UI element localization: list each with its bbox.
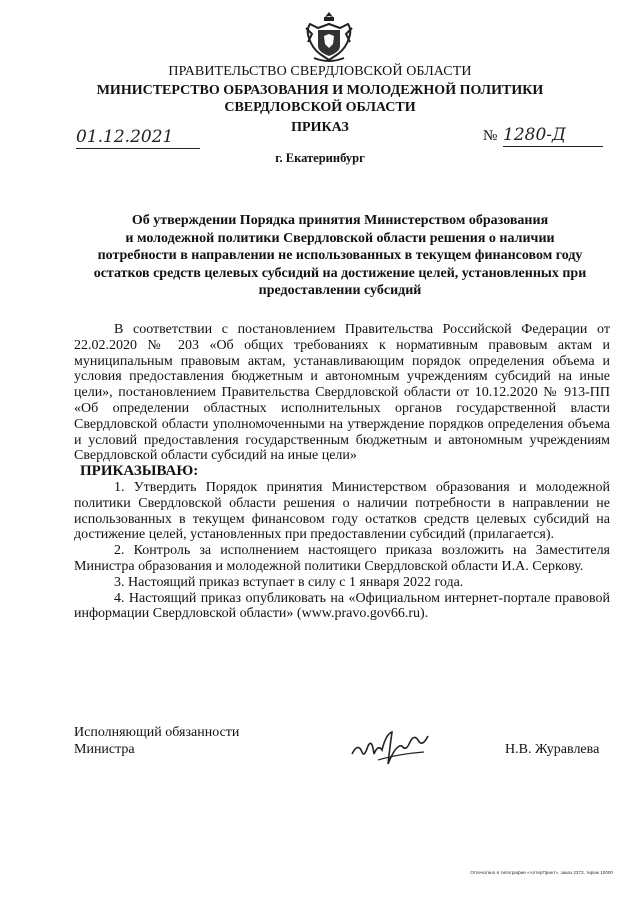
ministry-line-1: МИНИСТЕРСТВО ОБРАЗОВАНИЯ И МОЛОДЕЖНОЙ ПОЛИТИКИ (96, 83, 544, 98)
title-line: Об утверждении Порядка принятия Министерством образования (131, 213, 549, 228)
city: г. Екатеринбург (275, 151, 365, 165)
title-line: остатков средств целевых субсидий на достижение целей, установленных при (93, 265, 587, 281)
signatory-role (74, 724, 239, 758)
document-title (70, 212, 610, 300)
ministry-line-2: СВЕРДЛОВСКОЙ ОБЛАСТИ (224, 100, 416, 115)
title-line: и молодежной политики Свердловской области решения о наличии (125, 230, 555, 246)
title-line: предоставлении субсидий (258, 283, 422, 299)
order-item-2: 2. Контроль за исполнением настоящего приказа возложить на Заместителя Министра образования и молодежной политики Свердловской области И.А. Серкову. (74, 543, 610, 574)
order-item-1: 1. Утвердить Порядок принятия Министерством образования и молодежной политики Свердловской области решения о наличии потребности в направлении не использованных в текущем финансовом году остатков средств целевых субсидий на достижение целей, установленных при предоставлении субсидий (прилагается). (74, 479, 610, 543)
order-number: 1280-Д (503, 124, 603, 147)
role-line-1: Исполняющий обязанности (74, 725, 240, 740)
order-item-4: 4. Настоящий приказ опубликовать на «Официальном интернет-портале правовой информации Свердловской области» (www.pravo.gov66.ru). (74, 590, 610, 622)
order-date: 01.12.2021 (76, 126, 200, 149)
number-label: № (483, 128, 498, 144)
ministry-name (0, 82, 640, 116)
role-line-2: Министра (74, 742, 135, 757)
coat-of-arms-icon (300, 8, 358, 66)
print-note: Отпечатано в типографии «АлтерПринт», заказ 2373, тираж 10000 (470, 870, 613, 875)
signatory-name: Н.В. Журавлева (505, 742, 600, 757)
order-item-3: 3. Настоящий приказ вступает в силу с 1 января 2022 года. (114, 574, 464, 590)
handwritten-signature-icon (348, 724, 438, 772)
document-type: ПРИКАЗ (291, 120, 349, 135)
order-word: ПРИКАЗЫВАЮ: (80, 463, 199, 480)
preamble-paragraph: В соответствии с постановлением Правительства Российской Федерации от 22.02.2020 № 203 «Об общих требованиях к нормативным правовым актам и муниципальным правовым актам, устанавливающим порядок определения объема и условия предоставления бюджетным и автономным учреждениям субсидий на иные цели», постановлением Правительства Свердловской области от 10.12.2020 № 913-ПП «Об определении областных исполнительных органов государственной власти Свердловской области уполномоченными на утверждение порядков определения объема и условий предоставления государственным бюджетным и автономным учреждениям Свердловской области субсидий на иные цели» (74, 322, 610, 464)
title-line: потребности в направлении не использованных в текущем финансовом году (97, 248, 583, 264)
government-name: ПРАВИТЕЛЬСТВО СВЕРДЛОВСКОЙ ОБЛАСТИ (168, 64, 472, 79)
document-body (74, 322, 610, 622)
